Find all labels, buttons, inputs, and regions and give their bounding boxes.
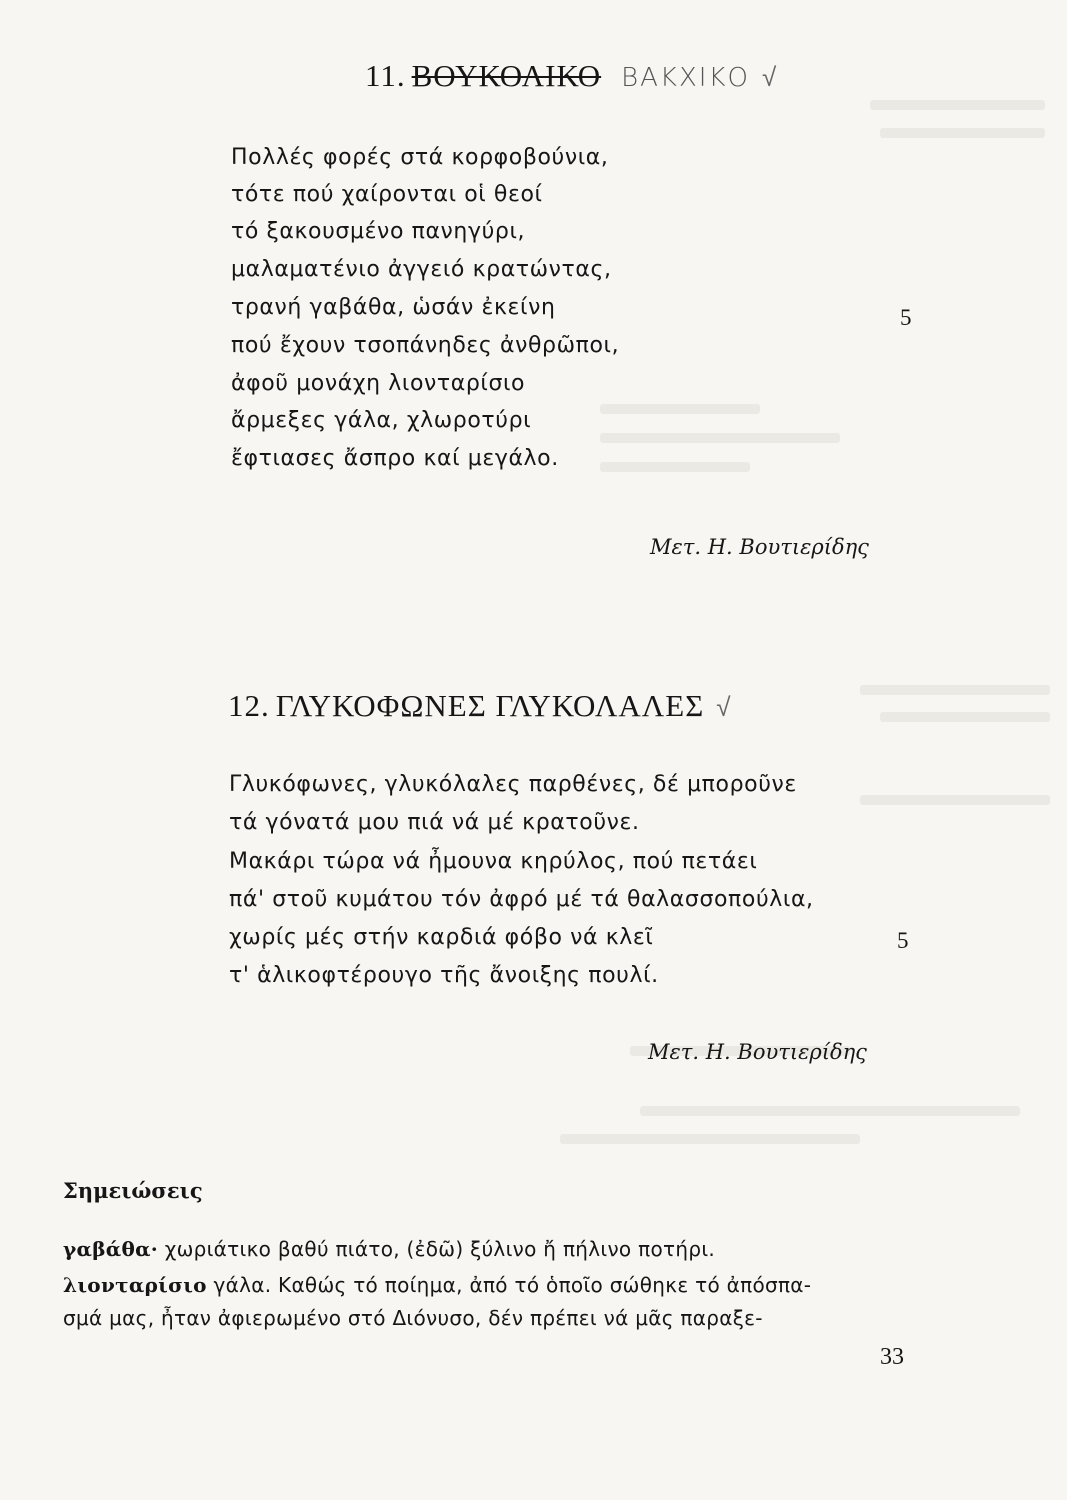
note-term: λιονταρίσιο [63, 1273, 207, 1297]
verse-line: τ' ἁλικοφτέρουγο τῆς ἄνοιξης πουλί. [229, 963, 659, 988]
poem-11-title [365, 58, 777, 94]
notes-heading: Σημειώσεις [63, 1178, 203, 1203]
verse-line: Πολλές φορές στά κορφοβούνια, [231, 145, 609, 170]
note-term: γαβάθα· [63, 1237, 159, 1261]
verse-line: μαλαματένιο ἀγγειό κρατώντας, [231, 257, 612, 282]
poem-11-number: 11. [365, 58, 406, 93]
poem-11-title-struck: ΒΟΥΚΟΛΙΚΟ [411, 58, 602, 93]
verse-line: Μακάρι τώρα νά ἦμουνα κηρύλος, πού πετάει [229, 849, 758, 874]
verse-line: τότε πού χαίρονται οἱ θεοί [231, 182, 543, 207]
poem-12-title [228, 688, 732, 724]
poem-11-translator-credit: Μετ. Η. Βουτιερίδης [650, 535, 869, 559]
note-continuation: σμά μας, ἦταν ἀφιερωμένο στό Διόνυσο, δέν πρέπει νά μᾶς παραξε- [63, 1306, 763, 1330]
verse-line: τά γόνατά μου πιά νά μέ κρατοῦνε. [229, 810, 640, 835]
verse-line: χωρίς μές στήν καρδιά φόβο νά κλεῖ [229, 925, 654, 950]
note-item [63, 1273, 811, 1297]
verse-line: πού ἔχουν τσοπάνηδες ἀνθρῶποι, [231, 333, 620, 358]
note-item [63, 1237, 715, 1261]
verse-line: τρανή γαβάθα, ὡσάν ἐκείνη [231, 295, 556, 320]
line-number-marker: 5 [900, 305, 912, 330]
check-mark: √ [716, 693, 732, 723]
poem-12-number: 12. [228, 688, 270, 723]
line-number-marker: 5 [897, 928, 909, 953]
poem-12-translator-credit: Μετ. Η. Βουτιερίδης [648, 1040, 867, 1064]
verse-line: ἔφτιασες ἄσπρο καί μεγάλο. [231, 446, 559, 471]
verse-line: ἀφοῦ μονάχη λιονταρίσιο [231, 371, 526, 396]
note-text: γάλα. Καθώς τό ποίημα, ἀπό τό ὁποῖο σώθηκε τό ἀπόσπα- [206, 1273, 812, 1297]
verse-line: τό ξακουσμένο πανηγύρι, [231, 219, 526, 244]
note-text: χωριάτικο βαθύ πιάτο, (ἐδῶ) ξύλινο ἤ πήλινο ποτήρι. [158, 1237, 716, 1261]
verse-line: Γλυκόφωνες, γλυκόλαλες παρθένες, δέ μποροῦνε [229, 772, 797, 797]
verse-line: ἄρμεξες γάλα, χλωροτύρι [231, 408, 532, 433]
page-number: 33 [880, 1344, 904, 1370]
verse-line: πά' στοῦ κυμάτου τόν ἀφρό μέ τά θαλασσοπούλια, [229, 887, 814, 912]
poem-11-handwritten-correction: ΒΑΚΧΙΚΟ [621, 63, 750, 93]
check-mark: √ [761, 63, 778, 93]
poem-12-title-text: ΓΛΥΚΟΦΩΝΕΣ ΓΛΥΚΟΛΑΛΕΣ [275, 688, 705, 723]
